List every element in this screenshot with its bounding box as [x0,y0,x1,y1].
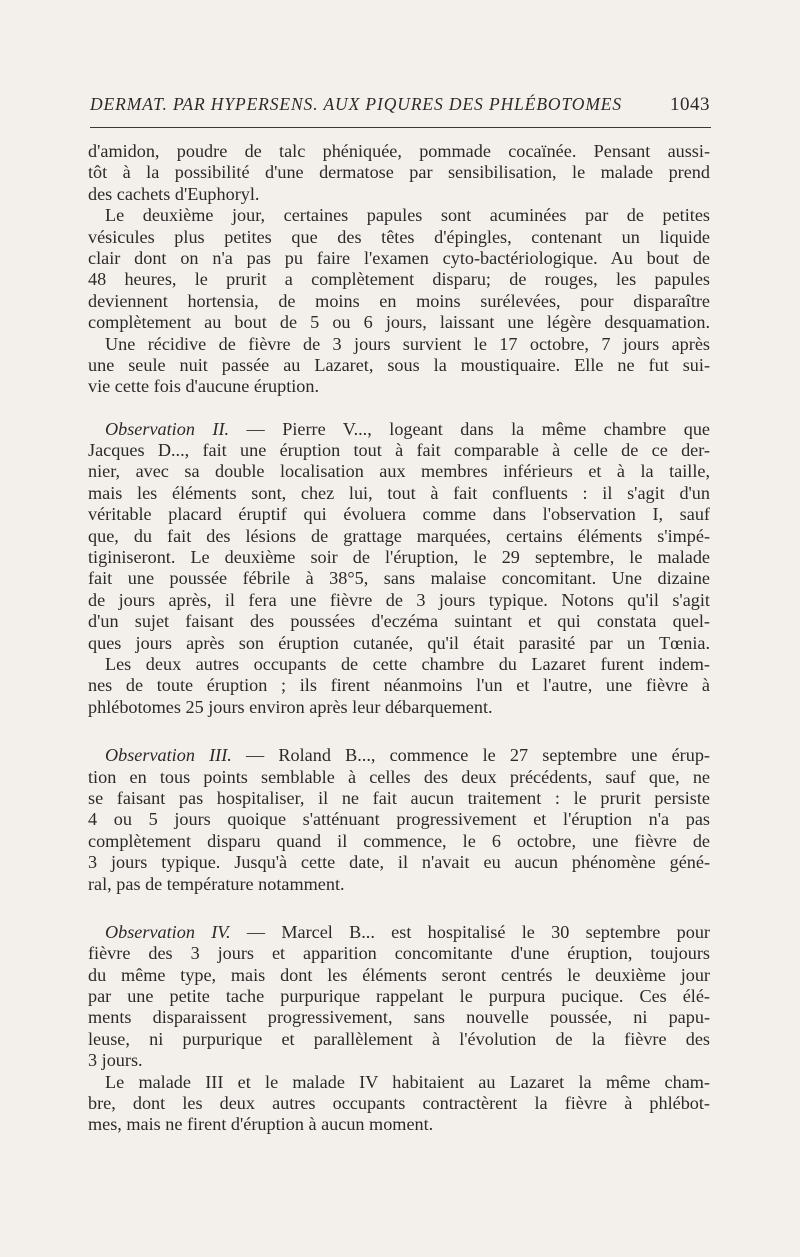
text-line: complètement disparu quand il commence, le 6 octobre, une fièvre de [88,830,710,851]
paragraph [88,334,710,398]
header-rule [90,127,711,128]
text-line [88,745,710,766]
text-line: mais les éléments sont, chez lui, tout à fait confluents : il s'agit d'un [88,482,710,503]
text-line: Jacques D..., fait une éruption tout à fait comparable à celle de ce der- [88,440,710,461]
text-line: 48 heures, le prurit a complètement disparu; de rouges, les papules [88,269,710,290]
text-line: d'un sujet faisant des poussées d'eczéma suintant et qui constata quel- [88,611,710,632]
text-line: ques jours après son éruption cutanée, qu'il était parasité par un Tœnia. [88,632,710,653]
text-line: bre, dont les deux autres occupants contractèrent la fièvre à phlébot- [88,1093,710,1114]
spacer [88,895,710,922]
observation-4 [88,922,710,1072]
text-line [88,922,710,943]
text-line: tôt à la possibilité d'une dermatose par sensibilisation, le malade prend [88,162,710,183]
observation-heading: Observation III. [105,745,232,766]
observation-2 [88,419,710,654]
paragraph [88,1072,710,1136]
text-line: Les deux autres occupants de cette chambre du Lazaret furent indem- [105,653,710,674]
text-line: clair dont on n'a pas pu faire l'examen cyto-bactériologique. Au bout de [88,247,710,268]
text-line: une seule nuit passée au Lazaret, sous la moustiquaire. Elle ne fut sui- [88,354,710,375]
text-line: fièvre des 3 jours et apparition concomitante d'une éruption, toujours [88,943,710,964]
text-line: phlébotomes 25 jours environ après leur débarquement. [88,696,493,717]
text-line: mes, mais ne firent d'éruption à aucun moment. [88,1114,434,1135]
text-line: des cachets d'Euphoryl. [88,183,260,204]
text-line: 3 jours typique. Jusqu'à cette date, il n'avait eu aucun phénomène géné- [88,852,710,873]
text-line: 3 jours. [88,1050,143,1071]
text-line: du même type, mais dont les éléments seront centrés le deuxième jour [88,964,710,985]
text-line: vésicules plus petites que des têtes d'épingles, contenant un liquide [88,226,710,247]
text-line: Le malade III et le malade IV habitaient au Lazaret la même cham- [105,1071,710,1092]
paragraph [88,141,710,205]
text-line: 4 ou 5 jours quoique s'atténuant progressivement et l'éruption n'a pas [88,809,710,830]
text-line [88,419,710,440]
text-run: — Roland B..., commence le 27 septembre une érup- [231,745,710,766]
text-line: leuse, ni purpurique et parallèlement à l'évolution de la fièvre des [88,1028,710,1049]
text-line: fait une poussée fébrile à 38°5, sans malaise concomitant. Une dizaine [88,568,710,589]
body-text [88,141,710,1136]
text-line: ral, pas de température notamment. [88,873,345,894]
text-line: deviennent hortensia, de moins en moins surélevées, pour disparaître [88,290,710,311]
text-line: que, du fait des lésions de grattage marquées, certains éléments s'impé- [88,525,710,546]
text-line: tion en tous points semblable à celles des deux précédents, sauf que, ne [88,766,710,787]
text-line: Le deuxième jour, certaines papules sont acuminées par de petites [105,205,710,226]
spacer [88,718,710,745]
text-line: par une petite tache purpurique rappelant le purpura pucique. Ces élé- [88,986,710,1007]
text-line: Une récidive de fièvre de 3 jours survient le 17 octobre, 7 jours après [105,333,710,354]
text-run: — Marcel B... est hospitalisé le 30 septembre pour [230,921,710,942]
paragraph [88,654,710,718]
page-number: 1043 [670,94,710,115]
text-line: nes de toute éruption ; ils firent néanmoins l'un et l'autre, une fièvre à [88,675,710,696]
text-line: nier, avec sa double localisation aux membres inférieurs et à la taille, [88,461,710,482]
text-run: — Pierre V..., logeant dans la même chambre que [229,418,710,439]
text-line: véritable placard éruptif qui évoluera comme dans l'observation I, sauf [88,504,710,525]
paragraph [88,205,710,333]
text-line: de jours après, il fera une fièvre de 3 jours typique. Notons qu'il s'agit [88,589,710,610]
text-line: d'amidon, poudre de talc phéniquée, pommade cocaïnée. Pensant aussi- [88,141,710,161]
text-line: ments disparaissent progressivement, sans nouvelle poussée, ni papu- [88,1007,710,1028]
text-line: vie cette fois d'aucune éruption. [88,376,320,397]
observation-3 [88,745,710,895]
text-line: se faisant pas hospitaliser, il ne fait aucun traitement : le prurit persiste [88,787,710,808]
observation-heading: Observation II. [105,418,230,439]
running-title: DERMAT. PAR HYPERSENS. AUX PIQURES DES PHLÉBOTOMES [90,94,623,114]
running-header [90,94,710,116]
text-line: complètement au bout de 5 ou 6 jours, laissant une légère desquamation. [88,312,710,333]
observation-heading: Observation IV. [105,921,231,942]
text-line: tiginiseront. Le deuxième soir de l'éruption, le 29 septembre, le malade [88,547,710,568]
spacer [88,398,710,419]
